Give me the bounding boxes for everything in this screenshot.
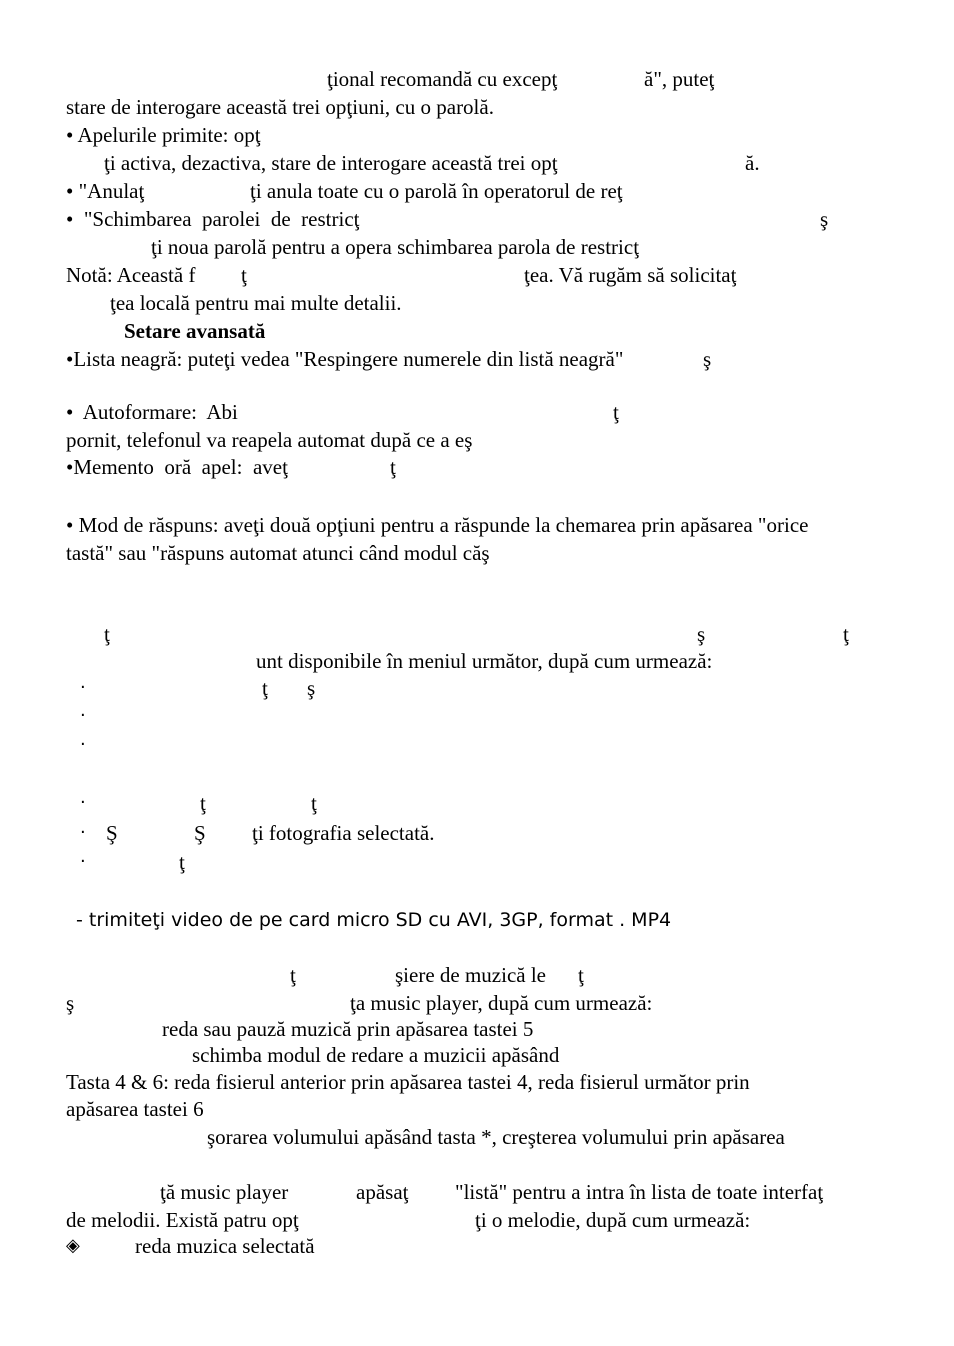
text-line: ţ <box>104 622 110 646</box>
text-line: şorarea volumului apăsând tasta *, creşterea volumului prin apăsarea <box>207 1125 785 1149</box>
text-line: •Memento oră apel: aveţ <box>66 455 288 479</box>
text-line: schimba modul de redare a muzicii apăsând <box>192 1043 560 1067</box>
text-line: ă", puteţ <box>644 67 715 91</box>
text-line: • "Anulaţ <box>66 179 145 203</box>
text-line: ţ <box>179 850 185 874</box>
text-line: "listă" pentru a intra în lista de toate interfaţ <box>455 1180 824 1204</box>
text-line: ş <box>697 622 706 646</box>
text-line: şiere de muzică le <box>395 963 546 987</box>
text-line: Tasta 4 & 6: reda fisierul anterior prin apăsarea tastei 4, reda fisierul următor prin <box>66 1070 750 1094</box>
text-line: ş <box>703 347 712 371</box>
text-line: ş <box>66 991 75 1015</box>
text-line: stare de interogare această trei opţiuni, cu o parolă. <box>66 95 494 119</box>
text-line: ţ <box>578 963 584 987</box>
bullet-dot: · <box>80 822 86 843</box>
text-line: Ş <box>106 821 118 845</box>
text-line: reda sau pauză muzică prin apăsarea tastei 5 <box>162 1017 534 1041</box>
text-line: ţ <box>613 400 619 424</box>
text-line: apăsaţ <box>356 1180 409 1204</box>
text-line: ţi activa, dezactiva, stare de interogare această trei opţ <box>104 151 558 175</box>
text-line: Notă: Această f <box>66 263 196 287</box>
text-line: ţi anula toate cu o parolă în operatorul de reţ <box>250 179 623 203</box>
text-line: •Lista neagră: puteţi vedea "Respingere numerele din listă neagră" <box>66 347 624 371</box>
text-line: ţă music player <box>160 1180 289 1204</box>
text-line: ţ <box>390 455 396 479</box>
text-line: • "Schimbarea parolei de restricţ <box>66 207 360 231</box>
text-line: ţi fotografia selectată. <box>252 821 435 845</box>
text-line: reda muzica selectată <box>135 1234 315 1258</box>
section-heading: Setare avansată <box>124 319 266 343</box>
text-line: • Apelurile primite: opţ <box>66 123 261 147</box>
bullet-dot: · <box>80 851 86 872</box>
bullet-dot: · <box>80 734 86 755</box>
text-line: • Mod de răspuns: aveţi două opţiuni pentru a răspunde la chemarea prin apăsarea "orice <box>66 513 809 537</box>
bullet-dot: · <box>80 677 86 698</box>
text-line: ţi noua parolă pentru a opera schimbarea parola de restricţ <box>151 235 640 259</box>
text-line: ş <box>820 207 829 231</box>
diamond-bullet-icon: ◈ <box>66 1235 80 1256</box>
text-line: ţ <box>290 963 296 987</box>
text-line: ţea. Vă rugăm să solicitaţ <box>524 263 737 287</box>
bullet-dot: · <box>80 792 86 813</box>
text-line: ă. <box>745 151 760 175</box>
text-line: ţ <box>843 622 849 646</box>
text-line: ţional recomandă cu excepţ <box>327 67 558 91</box>
text-line: ţ <box>241 263 247 287</box>
text-line: ţea locală pentru mai multe detalii. <box>110 291 402 315</box>
text-line: apăsarea tastei 6 <box>66 1097 204 1121</box>
text-line: ţ <box>200 791 206 815</box>
bullet-dot: · <box>80 705 86 726</box>
text-line: ş <box>307 676 316 700</box>
text-line: • Autoformare: Abi <box>66 400 238 424</box>
text-line: unt disponibile în meniul următor, după cum urmează: <box>256 649 713 673</box>
text-line: tastă" sau "răspuns automat atunci când modul căş <box>66 541 490 565</box>
text-line: ţ <box>311 791 317 815</box>
text-line: ţi o melodie, după cum urmează: <box>475 1208 751 1232</box>
text-line: pornit, telefonul va reapela automat după ce a eş <box>66 428 473 452</box>
text-line: Ş <box>194 821 206 845</box>
text-line: ţ <box>262 676 268 700</box>
text-line: de melodii. Există patru opţ <box>66 1208 299 1232</box>
text-line: - trimiteţi video de pe card micro SD cu AVI, 3GP, format . MP4 <box>76 909 672 931</box>
text-line: ţa music player, după cum urmează: <box>350 991 653 1015</box>
